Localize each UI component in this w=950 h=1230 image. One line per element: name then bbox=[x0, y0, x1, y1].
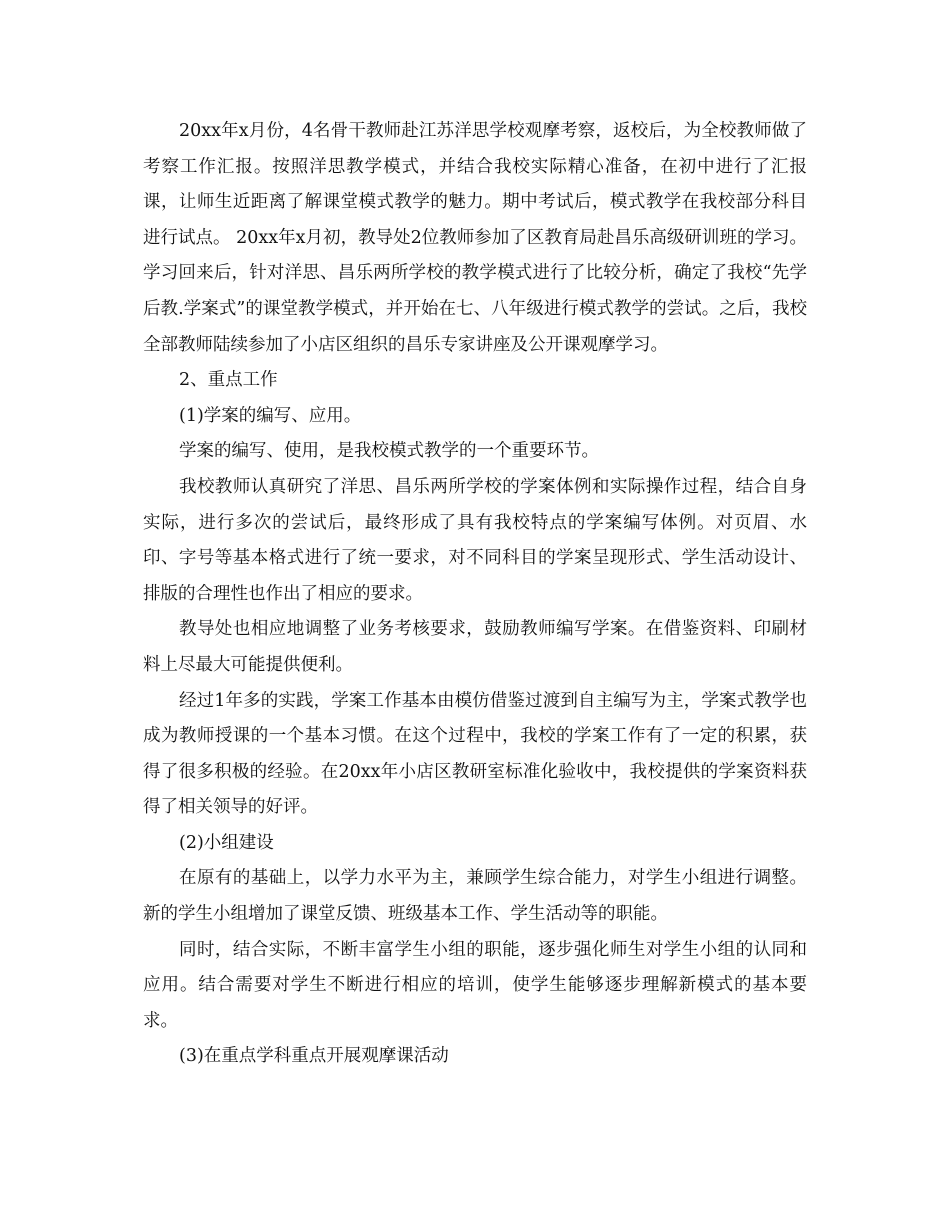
paragraph-group-adjustment: 在原有的基础上，以学力水平为主，兼顾学生综合能力，对学生小组进行调整。新的学生小组增加了课堂反馈、班级基本工作、学生活动等的职能。 bbox=[143, 868, 807, 925]
paragraph-study-plan-practice: 经过1年多的实践，学案工作基本由模仿借鉴过渡到自主编写为主，学案式教学也成为教师授课的一个基本习惯。在这个过程中，我校的学案工作有了一定的积累，获得了很多积极的经验。在20xx年小店区教研室标准化验收中，我校提供的学案资料获得了相关领导的好评。 bbox=[143, 690, 807, 818]
heading-key-work: 2、重点工作 bbox=[179, 370, 278, 391]
subheading-study-plan: (1)学案的编写、应用。 bbox=[179, 405, 362, 426]
subheading-observation-lessons: (3)在重点学科重点开展观摩课活动 bbox=[179, 1046, 449, 1067]
subheading-group-building: (2)小组建设 bbox=[179, 832, 274, 853]
paragraph-group-training: 同时，结合实际，不断丰富学生小组的职能，逐步强化师生对学生小组的认同和应用。结合需要对学生不断进行相应的培训，使学生能够逐步理解新模式的基本要求。 bbox=[143, 939, 807, 1031]
paragraph-study-plan-research: 我校教师认真研究了洋思、昌乐两所学校的学案体例和实际操作过程，结合自身实际，进行多次的尝试后，最终形成了具有我校特点的学案编写体例。对页眉、水印、字号等基本格式进行了统一要求，对不同科目的学案呈现形式、学生活动设计、排版的合理性也作出了相应的要求。 bbox=[143, 476, 807, 604]
paragraph-intro: 20xx年x月份，4名骨干教师赴江苏洋思学校观摩考察，返校后，为全校教师做了考察工作汇报。按照洋思教学模式，并结合我校实际精心准备，在初中进行了汇报课，让师生近距离了解课堂模式教学的魅力。期中考试后，模式教学在我校部分科目进行试点。 20xx年x月初，教导处2位教师参加了区教育局赴昌乐高级研训班的学习。学习回来后，针对洋思、昌乐两所学校的教学模式进行了比较分析，确定了我校“先学后教.学案式”的课堂教学模式，并开始在七、八年级进行模式教学的尝试。之后，我校全部教师陆续参加了小店区组织的昌乐专家讲座及公开课观摩学习。 bbox=[143, 121, 807, 355]
paragraph-study-plan-support: 教导处也相应地调整了业务考核要求，鼓励教师编写学案。在借鉴资料、印刷材料上尽最大可能提供便利。 bbox=[143, 619, 807, 675]
paragraph-study-plan-summary: 学案的编写、使用，是我校模式教学的一个重要环节。 bbox=[179, 441, 599, 462]
document-body bbox=[143, 114, 807, 1075]
